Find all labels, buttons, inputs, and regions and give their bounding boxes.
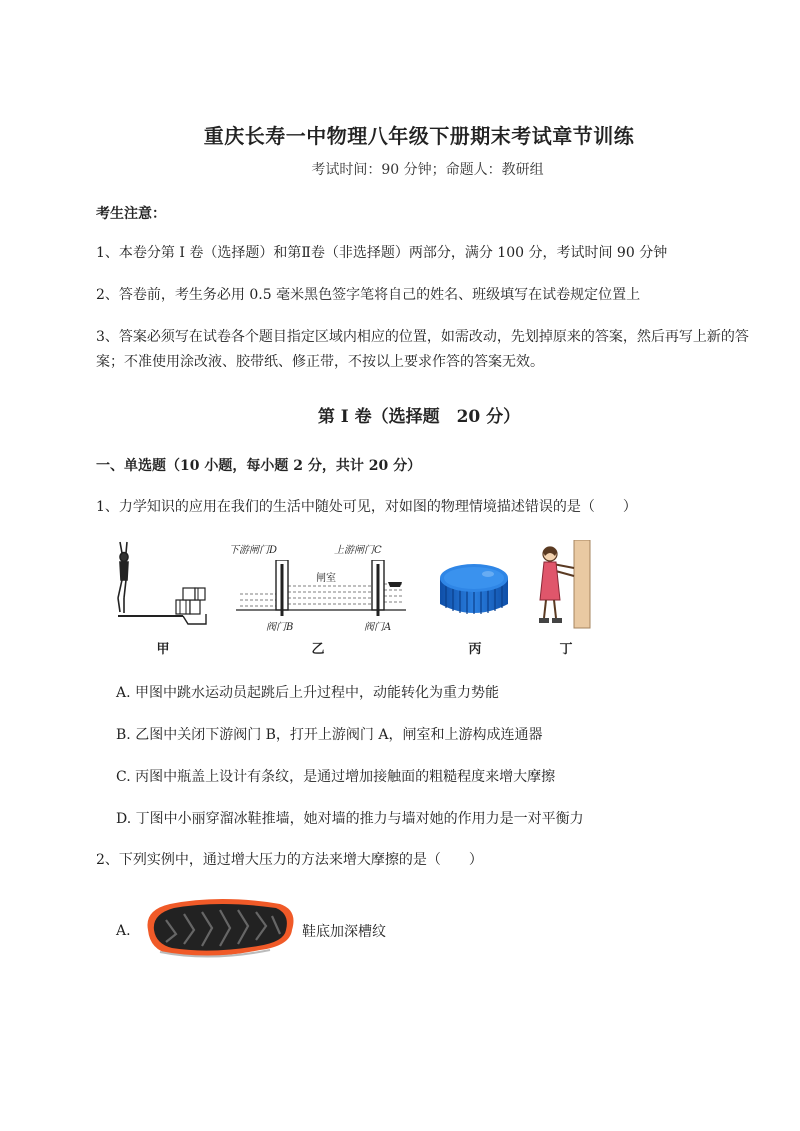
q1-option-d[interactable]: D. 丁图中小丽穿溜冰鞋推墙，她对墙的推力与墙对她的作用力是一对平衡力 <box>116 811 584 827</box>
q1-option-a[interactable]: A. 甲图中跳水运动员起跳后上升过程中，动能转化为重力势能 <box>116 685 500 701</box>
figure-label-yi: 乙 <box>311 642 325 657</box>
question-1-stem: 1、力学知识的应用在我们的生活中随处可见，对如图的物理情境描述错误的是（ ） <box>96 499 637 515</box>
figure-label-ding: 丁 <box>559 642 573 657</box>
notice-heading: 考生注意： <box>96 206 166 222</box>
q1-option-c[interactable]: C. 丙图中瓶盖上设计有条纹，是通过增加接触面的粗糙程度来增大摩擦 <box>116 769 556 785</box>
notice-item-3: 3、答案必须写在试卷各个题目指定区域内相应的位置，如需改动，先划掉原来的答案，然后再写上新的答案；不准使用涂改液、胶带纸、修正带，不按以上要求作答的答案无效。 <box>96 329 749 370</box>
figure-label-bing: 丙 <box>468 642 482 657</box>
question-2-stem: 2、下列实例中，通过增大压力的方法来增大摩擦的是（ ） <box>96 852 483 868</box>
shoe-sole-image <box>140 890 298 962</box>
label-valve-a: 阀门A <box>364 622 392 633</box>
question-type-heading: 一、单选题（10 小题，每小题 2 分，共计 20 分） <box>96 458 422 474</box>
label-downstream-gate: 下游闸门D <box>229 545 278 556</box>
notice-item-1: 1、本卷分第 I 卷（选择题）和第Ⅱ卷（非选择题）两部分，满分 100 分，考试时间 90 分钟 <box>96 245 668 261</box>
bottle-cap-image <box>436 560 512 622</box>
diver-figure <box>108 540 218 635</box>
label-upstream-gate: 上游闸门C <box>334 545 382 556</box>
section-title: 第 I 卷（选择题 20 分） <box>317 407 521 427</box>
girl-pushing-wall-figure <box>536 540 592 630</box>
notice-item-2: 2、答卷前，考生务必用 0.5 毫米黑色签字笔将自己的姓名、班级填写在试卷规定位置上 <box>96 287 641 303</box>
q2-option-a-letter[interactable]: A. <box>116 923 131 939</box>
label-lock-chamber: 闸室 <box>316 573 336 584</box>
q2-option-a-text[interactable]: 鞋底加深槽纹 <box>302 924 386 940</box>
figure-label-jia: 甲 <box>156 642 170 657</box>
exam-info: 考试时间：90 分钟；命题人：教研组 <box>311 162 544 178</box>
q1-option-b[interactable]: B. 乙图中关闭下游阀门 B，打开上游阀门 A，闸室和上游构成连通器 <box>116 727 543 743</box>
label-valve-b: 阀门B <box>266 622 294 633</box>
page-title: 重庆长寿一中物理八年级下册期末考试章节训练 <box>203 124 635 148</box>
